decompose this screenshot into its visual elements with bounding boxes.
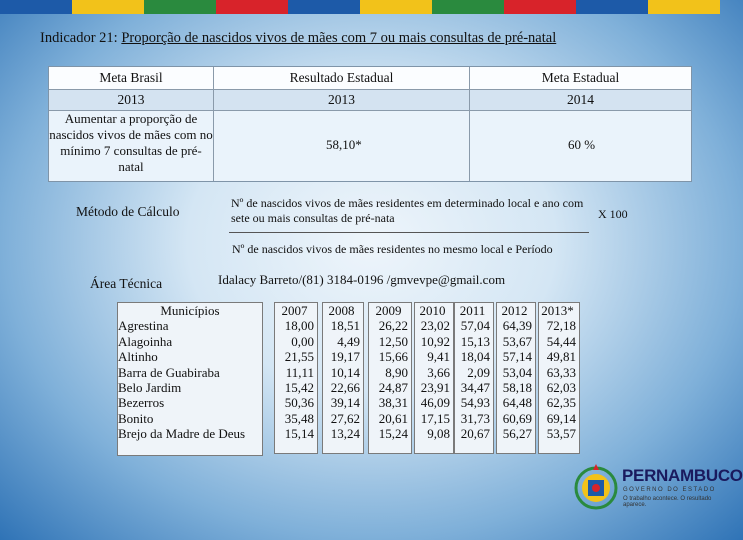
municipio-name: Brejo da Madre de Deus (118, 426, 246, 442)
year-header: 2007 (281, 303, 308, 318)
color-stripe (0, 0, 720, 14)
table-cell: 20,67 (460, 426, 490, 442)
year-column (496, 302, 536, 454)
header-meta-brasil: Meta Brasil (49, 67, 213, 90)
table-cell: 12,50 (378, 333, 408, 349)
stripe-segment (576, 0, 648, 14)
year-header: 2013* (541, 303, 574, 318)
table-cell: 15,42 (284, 380, 314, 396)
table-cell: 15,13 (460, 333, 490, 349)
table-cell: 72,18 (546, 318, 576, 334)
table-cell: 18,51 (330, 318, 360, 334)
table-cell: 64,48 (502, 395, 532, 411)
table-cell: 18,00 (284, 318, 314, 334)
header-meta-estadual: Meta Estadual (470, 67, 691, 90)
municipio-name: Belo Jardim (118, 380, 182, 396)
municipios-column (117, 302, 263, 456)
table-cell: 9,41 (427, 349, 450, 365)
table-cell: 17,15 (420, 410, 450, 426)
stripe-segment (144, 0, 216, 14)
year-header: 2008 (328, 303, 355, 318)
table-cell: 46,09 (420, 395, 450, 411)
year-column (274, 302, 318, 454)
state-coat-of-arms-icon (572, 462, 620, 516)
table-cell: 0,00 (291, 333, 314, 349)
slide-title (40, 30, 556, 47)
table-cell: 62,03 (546, 380, 576, 396)
stripe-segment (72, 0, 144, 14)
info-table (48, 66, 692, 182)
header-resultado-estadual: Resultado Estadual (214, 67, 469, 90)
indicator-number: Indicador 21: (40, 30, 122, 46)
stripe-segment (648, 0, 720, 14)
table-cell: 69,14 (546, 410, 576, 426)
year-header: 2010 (419, 303, 446, 318)
table-cell: 3,66 (427, 364, 450, 380)
table-cell: 62,35 (546, 395, 576, 411)
column-divider (469, 67, 470, 181)
municipio-name: Bezerros (118, 395, 165, 411)
year-column (368, 302, 412, 454)
table-cell: 56,27 (502, 426, 532, 442)
stripe-segment (432, 0, 504, 14)
stripe-segment (0, 0, 72, 14)
indicator-title: Proporção de nascidos vivos de mães com 7 ou mais consultas de pré-natal (121, 30, 557, 46)
column-divider (213, 67, 214, 181)
table-cell: 31,73 (460, 410, 490, 426)
meta-estadual-value: 60 % (568, 137, 596, 152)
municipio-name: Altinho (118, 349, 158, 365)
table-cell: 23,02 (420, 318, 450, 334)
municipio-name: Agrestina (118, 318, 169, 334)
table-cell: 15,24 (378, 426, 408, 442)
stripe-segment (360, 0, 432, 14)
year-header: 2012 (501, 303, 528, 318)
table-cell: 2,09 (467, 364, 490, 380)
year-column (454, 302, 494, 454)
table-cell: 53,57 (546, 426, 576, 442)
logo-subtitle: GOVERNO DO ESTADO (623, 487, 716, 493)
table-cell: 60,69 (502, 410, 532, 426)
year-header: 2011 (459, 303, 486, 318)
meta-brasil-description: Aumentar a proporção de nascidos vivos de mães com no mínimo 7 consultas de pré-natal (49, 111, 213, 174)
resultado-value: 58,10* (326, 137, 362, 152)
table-cell: 20,61 (378, 410, 408, 426)
table-cell: 50,36 (284, 395, 314, 411)
table-cell: 38,31 (378, 395, 408, 411)
stripe-segment (216, 0, 288, 14)
table-cell: 22,66 (330, 380, 360, 396)
table-cell: 63,33 (546, 364, 576, 380)
formula-numerator: Nº de nascidos vivos de mães residentes em determinado local e ano com sete ou mais consultas de pré-nata (231, 196, 584, 225)
year-column (538, 302, 580, 454)
table-cell: 57,14 (502, 349, 532, 365)
year-meta-brasil: 2013 (49, 90, 213, 111)
table-cell: 64,39 (502, 318, 532, 334)
table-cell: 23,91 (420, 380, 450, 396)
area-tecnica-label: Área Técnica (90, 276, 163, 291)
table-cell: 53,04 (502, 364, 532, 380)
table-cell: 39,14 (330, 395, 360, 411)
metodo-label: Método de Cálculo (76, 204, 180, 219)
table-cell: 34,47 (460, 380, 490, 396)
table-cell: 58,18 (502, 380, 532, 396)
year-resultado-estadual: 2013 (214, 90, 469, 111)
municipios-header: Municípios (160, 303, 220, 318)
municipio-name: Alagoinha (118, 333, 173, 349)
table-cell: 10,92 (420, 333, 450, 349)
table-cell: 27,62 (330, 410, 360, 426)
table-cell: 21,55 (284, 349, 314, 365)
formula-denominator: Nº de nascidos vivos de mães residentes no mesmo local e Período (232, 242, 553, 256)
formula-multiplier: X 100 (598, 207, 628, 221)
table-cell: 18,04 (460, 349, 490, 365)
table-cell: 15,14 (284, 426, 314, 442)
table-cell: 35,48 (284, 410, 314, 426)
year-meta-estadual: 2014 (470, 90, 691, 111)
pernambuco-logo (570, 460, 743, 540)
area-tecnica-contact: Idalacy Barreto/(81) 3184-0196 /gmvevpe@gmail.com (218, 272, 506, 287)
fraction-line (229, 232, 589, 233)
logo-name: PERNAMBUCO (622, 466, 743, 485)
year-column (322, 302, 364, 454)
table-cell: 11,11 (285, 364, 314, 380)
stripe-segment (504, 0, 576, 14)
table-cell: 53,67 (502, 333, 532, 349)
table-cell: 54,44 (546, 333, 576, 349)
stripe-segment (288, 0, 360, 14)
table-cell: 24,87 (378, 380, 408, 396)
year-header: 2009 (375, 303, 402, 318)
municipio-name: Barra de Guabiraba (118, 364, 220, 380)
table-cell: 26,22 (378, 318, 408, 334)
table-cell: 8,90 (385, 364, 408, 380)
table-cell: 54,93 (460, 395, 490, 411)
year-column (414, 302, 454, 454)
table-cell: 10,14 (330, 364, 360, 380)
table-cell: 4,49 (337, 333, 360, 349)
table-cell: 49,81 (546, 349, 576, 365)
table-cell: 57,04 (460, 318, 490, 334)
table-cell: 9,08 (427, 426, 450, 442)
table-cell: 13,24 (330, 426, 360, 442)
table-cell: 15,66 (378, 349, 408, 365)
table-cell: 19,17 (330, 349, 360, 365)
logo-slogan: O trabalho acontece. O resultado aparece. (623, 496, 712, 508)
municipio-name: Bonito (118, 410, 154, 426)
